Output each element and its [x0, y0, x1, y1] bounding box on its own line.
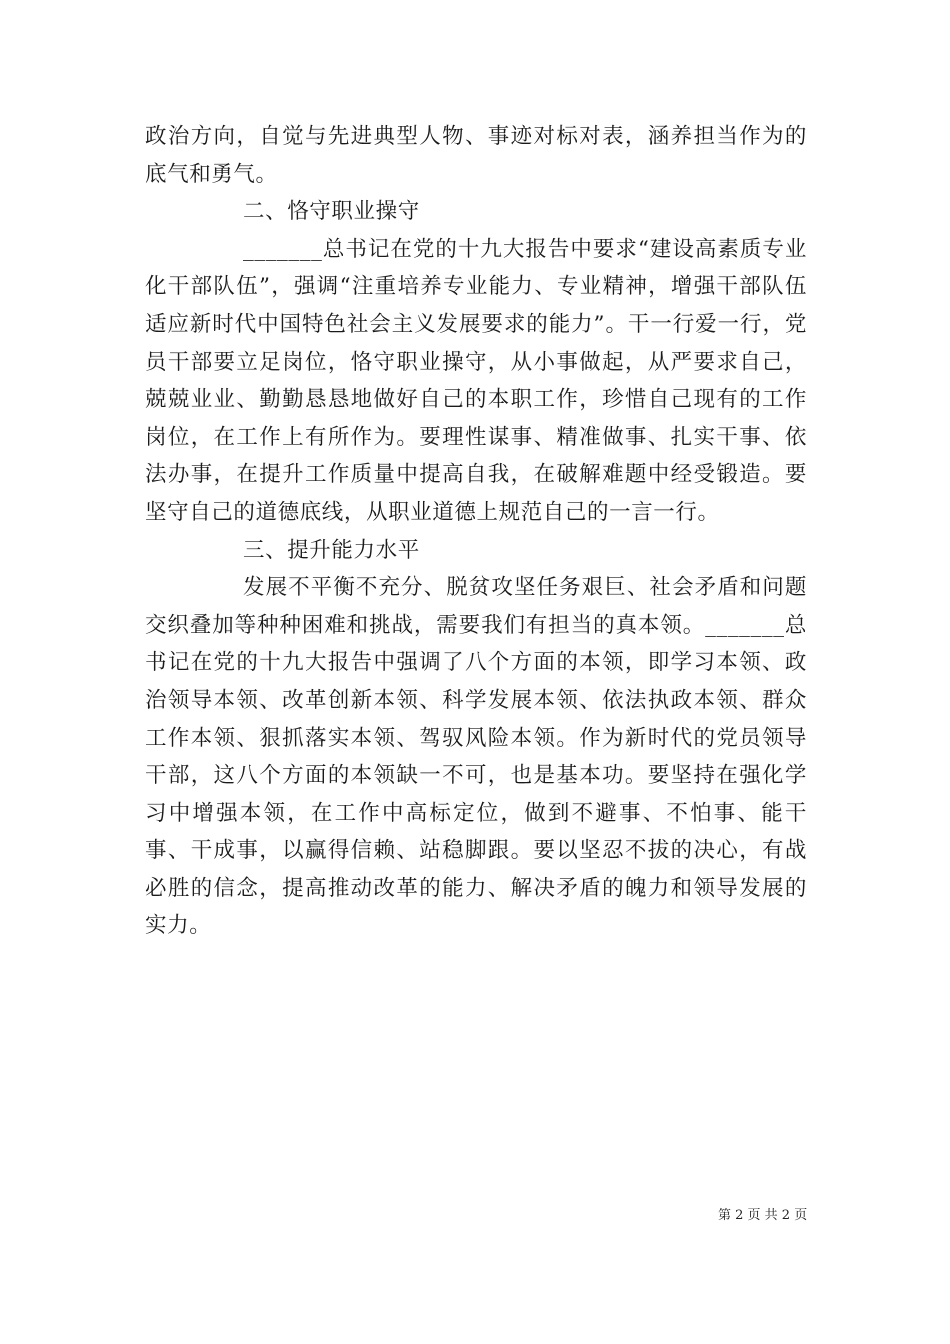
paragraph-continuation: 政治方向，自觉与先进典型人物、事迹对标对表，涵养担当作为的底气和勇气。 [145, 124, 807, 187]
section-heading-3: 三、提升能力水平 [243, 537, 420, 563]
paragraph-section-2: _______总书记在党的十九大报告中要求“建设高素质专业化干部队伍”，强调“注重培养专业能力、专业精神，增强干部队伍适应新时代中国特色社会主义发展要求的能力”。干一行爱一行，党员干部要立足岗位，恪守职业操守，从小事做起，从严要求自己，兢兢业业、勤勤恳恳地做好自己的本职工作，珍惜自己现有的工作岗位，在工作上有所作为。要理性谋事、精准做事、扎实干事、依法办事，在提升工作质量中提高自我，在破解难题中经受锻造。要坚守自己的道德底线，从职业道德上规范自己的一言一行。 [145, 236, 807, 525]
document-body [145, 118, 807, 945]
page-footer-indicator: 第 2 页 共 2 页 [718, 1208, 808, 1223]
section-heading-2: 二、恪守职业操守 [243, 199, 420, 225]
paragraph-section-3: 发展不平衡不充分、脱贫攻坚任务艰巨、社会矛盾和问题交织叠加等种种困难和挑战，需要我们有担当的真本领。_______总书记在党的十九大报告中强调了八个方面的本领，即学习本领、政治领导本领、改革创新本领、科学发展本领、依法执政本领、群众工作本领、狠抓落实本领、驾驭风险本领。作为新时代的党员领导干部，这八个方面的本领缺一不可，也是基本功。要坚持在强化学习中增强本领，在工作中高标定位，做到不避事、不怕事、能干事、干成事，以赢得信赖、站稳脚跟。要以坚忍不拔的决心，有战必胜的信念，提高推动改革的能力、解决矛盾的魄力和领导发展的实力。 [145, 575, 807, 939]
